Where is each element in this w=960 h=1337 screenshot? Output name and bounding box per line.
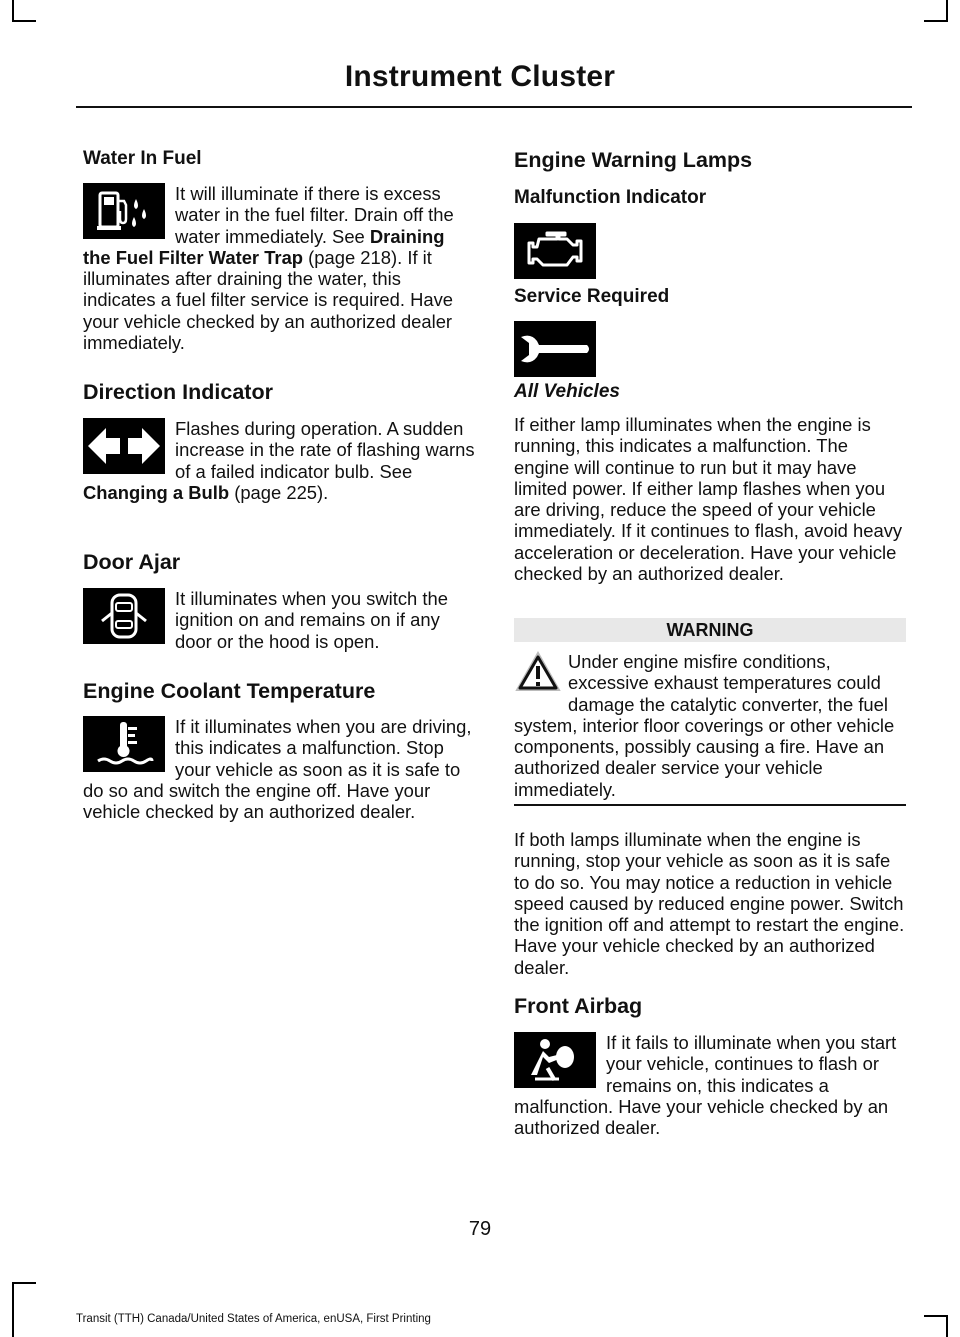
door-ajar-heading: Door Ajar	[83, 550, 181, 574]
fuel-pump-water-icon	[83, 183, 165, 239]
engine-warning-heading: Engine Warning Lamps	[514, 148, 753, 172]
crop-mark	[946, 0, 948, 22]
engine-icon	[514, 223, 596, 279]
front-airbag-paragraph: If it fails to illuminate when you start your vehicle, continues to flash or remains on, this indicates a malfunction. Have your vehicle checked by an authorized dealer.	[514, 1032, 897, 1139]
warning-triangle-icon	[514, 650, 562, 694]
coolant-heading: Engine Coolant Temperature	[83, 679, 376, 703]
crop-mark	[14, 1282, 36, 1284]
both-lamps-paragraph: If both lamps illuminate when the engine is running, stop your vehicle as soon as it is safe to do so. You may notice a reduction in vehicle speed caused by reduced engine power. Switch the ignition off and attempt to restart the engine. Have your vehicle checked by an authorized dealer.	[514, 829, 905, 978]
crop-mark	[12, 1282, 14, 1337]
door-ajar-paragraph: It illuminates when you switch the ignition on and remains on if any door or the hood is open.	[83, 588, 475, 652]
service-required-heading: Service Required	[514, 286, 670, 307]
warning-divider	[514, 804, 906, 806]
direction-indicator-paragraph: Flashes during operation. A sudden increase in the rate of flashing warns of a failed indicator bulb. See Changing a Bulb (page 225).	[83, 418, 475, 503]
page-number: 79	[468, 1218, 492, 1240]
warning-paragraph: Under engine misfire conditions, excessive exhaust temperatures could damage the catalytic converter, the fuel system, interior floor coverings or other vehicle components, possibly causing a fire. Have an authorized dealer service your vehicle immediately.	[514, 651, 895, 800]
water-trap-link[interactable]: Draining the Fuel Filter Water Trap	[83, 225, 445, 268]
crop-mark	[12, 0, 14, 22]
direction-indicator-heading: Direction Indicator	[83, 380, 273, 404]
footer-text: Transit (TTH) Canada/United States of America, enUSA, First Printing	[76, 1313, 431, 1325]
warning-label: WARNING	[514, 618, 906, 642]
crop-mark	[924, 1315, 946, 1317]
water-in-fuel-heading: Water In Fuel	[83, 148, 202, 169]
crop-mark	[14, 20, 36, 22]
all-vehicles-paragraph: If either lamp illuminates when the engine is running, this indicates a malfunction. The engine will continue to run but it may have limited power. If either lamp flashes when you are driving, reduce the speed of your vehicle immediately. If it continues to flash, avoid heavy acceleration or deceleration. Have your vehicle checked by an authorized dealer.	[514, 414, 903, 585]
header-divider	[76, 106, 912, 108]
page-title: Instrument Cluster	[344, 60, 616, 93]
coolant-paragraph: If it illuminates when you are driving, this indicates a malfunction. Stop your vehicle as soon as it is safe to do so and switch the engine off. Have your vehicle checked by an authorized dealer.	[83, 716, 472, 823]
door-ajar-icon	[83, 588, 165, 644]
malfunction-heading: Malfunction Indicator	[514, 187, 707, 208]
water-in-fuel-paragraph: It will illuminate if there is excess water in the fuel filter. Drain off the water immediately. See Draining the Fuel Filter Water Trap (page 218). If it illuminates after draining the water, this indicates a fuel filter service is required. Have your vehicle checked by an authorized dealer immediately.	[83, 183, 454, 354]
crop-mark	[946, 1315, 948, 1337]
airbag-icon	[514, 1032, 596, 1088]
changing-bulb-link[interactable]: Changing a Bulb	[83, 481, 230, 503]
wrench-icon	[514, 321, 596, 377]
front-airbag-heading: Front Airbag	[514, 994, 643, 1018]
turn-arrows-icon	[83, 418, 165, 474]
all-vehicles-heading: All Vehicles	[514, 381, 620, 402]
crop-mark	[924, 20, 946, 22]
coolant-thermometer-icon	[83, 716, 165, 772]
